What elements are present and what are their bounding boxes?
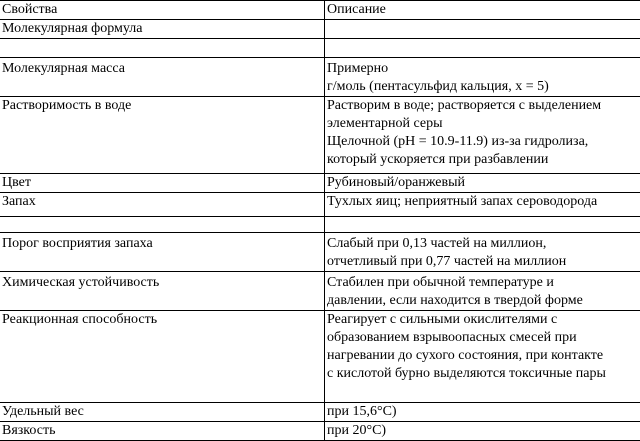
header-properties: Свойства [0,1,325,20]
property-cell: Удельный вес [0,403,325,422]
description-cell: Реагирует с сильными окислителями с образованием взрывоопасных смесей при нагревании до сухого состояния, при контакте с кислотой бурно выделяются токсичные пары [325,311,640,403]
description-cell [325,20,640,39]
property-cell: Вязкость [0,422,325,441]
table-row [0,39,640,58]
property-cell: Молекулярная масса [0,58,325,97]
table-row [0,422,640,441]
table-row [0,174,640,193]
description-cell: Стабилен при обычной температуре и давлении, если находится в твердой форме [325,272,640,311]
description-cell: Тухлых яиц; неприятный запах сероводорода [325,193,640,217]
property-cell: Химическая устойчивость [0,272,325,311]
description-cell [325,217,640,233]
property-cell: Растворимость в воде [0,97,325,174]
header-description: Описание [325,1,640,20]
table-row [0,217,640,233]
property-cell: Молекулярная формула [0,20,325,39]
property-cell: Порог восприятия запаха [0,233,325,272]
property-cell: Запах [0,193,325,217]
description-cell [325,39,640,58]
property-cell [0,217,325,233]
property-cell: Цвет [0,174,325,193]
description-cell: Примерно г/моль (пентасульфид кальция, x = 5) [325,58,640,97]
table-row [0,97,640,174]
table-row [0,272,640,311]
description-cell: Растворим в воде; растворяется с выделением элементарной серы Щелочной (pH = 10.9-11.9) из-за гидролиза, который ускоряется при разбавлении [325,97,640,174]
description-cell: при 20°C) [325,422,640,441]
table-row [0,311,640,403]
table-header-row [0,1,640,20]
description-cell: Рубиновый/оранжевый [325,174,640,193]
table-row [0,403,640,422]
table-row [0,58,640,97]
table-row [0,20,640,39]
property-cell: Реакционная способность [0,311,325,403]
description-cell: при 15,6°C) [325,403,640,422]
table-row [0,193,640,217]
description-cell: Слабый при 0,13 частей на миллион, отчетливый при 0,77 частей на миллион [325,233,640,272]
table-row [0,233,640,272]
property-cell [0,39,325,58]
